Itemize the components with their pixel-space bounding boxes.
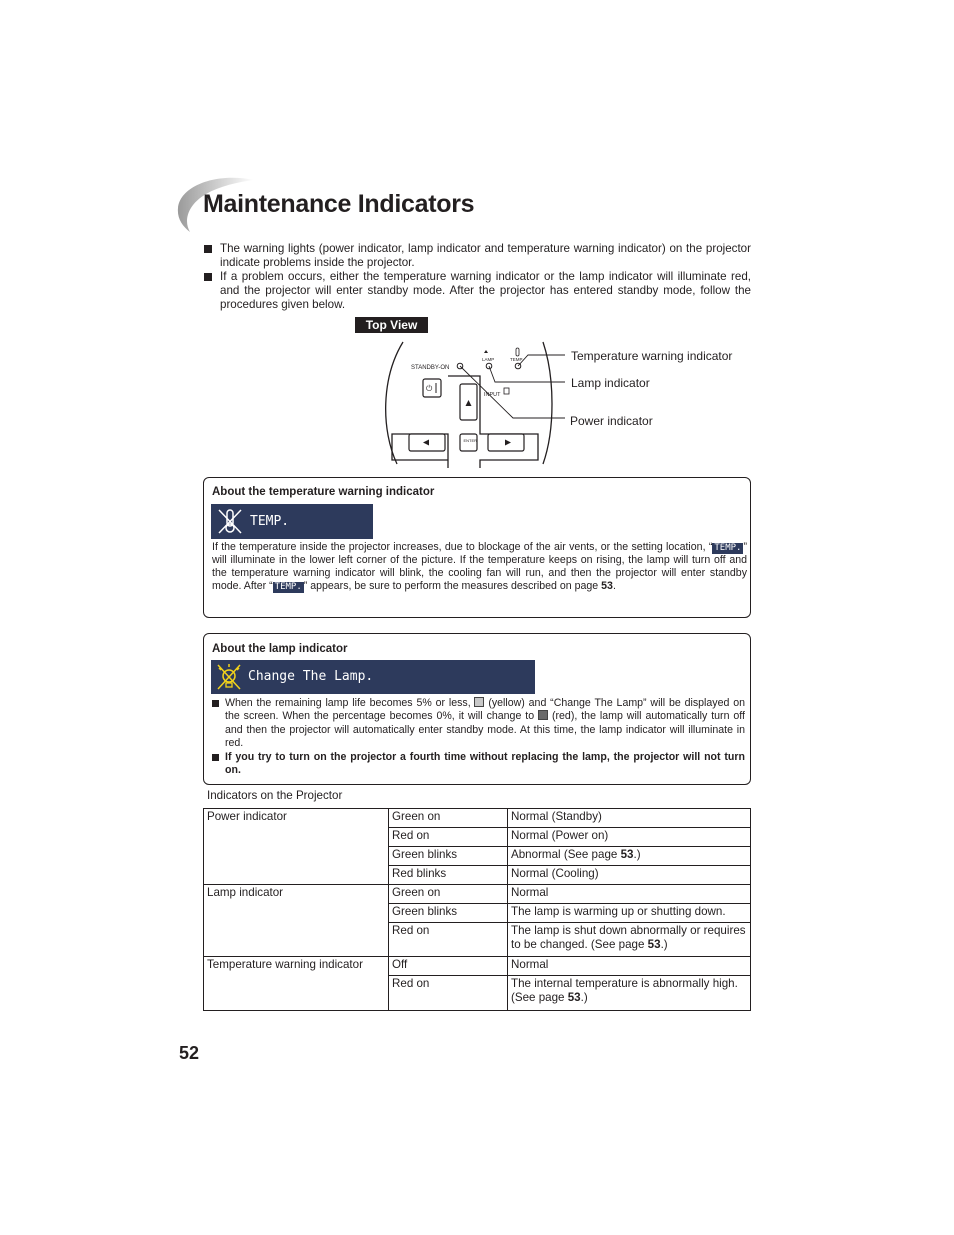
lamp-indicator-callout: Lamp indicator: [571, 376, 650, 390]
page-reference: 53: [567, 991, 581, 1004]
indicator-state: Red blinks: [389, 866, 508, 885]
indicator-meaning: Normal (Power on): [508, 828, 751, 847]
red-lamp-icon: [538, 710, 548, 720]
intro-bullets: [203, 242, 751, 312]
lamp-bullets: [212, 697, 745, 777]
temp-osd-text: TEMP.: [250, 514, 290, 529]
intro-bullet: The warning lights (power indicator, lamp indicator and temperature warning indicator) on the projector indicate problems inside the projector.: [203, 242, 751, 270]
lamp-bullet-warning: If you try to turn on the projector a fourth time without replacing the lamp, the projector will not turn on.: [212, 751, 745, 778]
table-row: [204, 809, 751, 828]
indicator-state: Red on: [389, 828, 508, 847]
temperature-info-box: [203, 477, 751, 618]
indicator-meaning: Normal (Standby): [508, 809, 751, 828]
lamp-box-title: About the lamp indicator: [212, 643, 348, 655]
lamp-osd-banner: [211, 660, 535, 694]
indicator-meaning: The internal temperature is abnormally high. (See page 53.): [508, 976, 751, 1011]
page-number: 52: [179, 1043, 200, 1063]
indicator-state: Green on: [389, 809, 508, 828]
indicator-state: Off: [389, 957, 508, 976]
indicator-meaning: Abnormal (See page 53.): [508, 847, 751, 866]
temp-chip: TEMP.: [714, 543, 742, 553]
indicator-state: Green blinks: [389, 847, 508, 866]
table-caption: Indicators on the Projector: [207, 789, 343, 802]
lamp-warning-icon: [216, 663, 242, 691]
standby-on-label: STANDBY-ON: [411, 365, 450, 371]
temperature-indicator-callout: Temperature warning indicator: [571, 349, 733, 363]
yellow-lamp-icon: [474, 697, 484, 707]
lamp-icon: [484, 350, 488, 353]
lamp-callout-line: [489, 366, 565, 382]
page-title: Maintenance Indicators: [203, 190, 475, 218]
temp-label: TEMP: [510, 357, 523, 362]
indicator-meaning: Normal: [508, 885, 751, 904]
indicator-meaning: Normal (Cooling): [508, 866, 751, 885]
temp-chip: TEMP.: [274, 582, 302, 592]
temperature-box-text: If the temperature inside the projector increases, due to blockage of the air vents, or the setting location, “ TEMP. ” will illuminate in the lower left corner of the picture. If the temperature keeps on rising, the lamp will turn off and the temperature warning indicator will blink, the cooling fan will run, and then the projector will enter standby mode. After “ TEMP. ” appears, be sure to perform the measures described on page 53.: [212, 541, 747, 592]
indicator-meaning: The lamp is warming up or shutting down.: [508, 904, 751, 923]
intro-bullet: If a problem occurs, either the temperature warning indicator or the lamp indicator will illuminate red, and the projector will enter standby mode. After the projector has entered standby mode, follow the procedures given below.: [203, 270, 751, 312]
lamp-bullet: When the remaining lamp life becomes 5% or less, (yellow) and “Change The Lamp” will be displayed on the screen. When the percentage becomes 0%, it will change to (red), the lamp will automatically turn off and then the projector will automatically enter standby mode. At this time, the lamp indicator will illuminate in red.: [212, 697, 745, 751]
indicator-name: Power indicator: [204, 809, 389, 885]
thermometer-icon: [516, 348, 519, 356]
indicator-meaning: The lamp is shut down abnormally or requires to be changed. (See page 53.): [508, 923, 751, 957]
input-label: INPUT: [484, 392, 501, 398]
indicator-state: Green on: [389, 885, 508, 904]
housing-left-curve: [386, 342, 403, 464]
page-reference: 53: [647, 938, 661, 951]
lamp-label: LAMP: [482, 357, 495, 362]
housing-right-curve: [543, 342, 552, 464]
temperature-box-title: About the temperature warning indicator: [212, 486, 435, 498]
top-view-label: Top View: [355, 317, 428, 333]
lamp-osd-text: Change The Lamp.: [248, 669, 374, 684]
power-indicator-callout: Power indicator: [570, 414, 653, 428]
svg-text:ENTER: ENTER: [463, 438, 478, 443]
indicator-meaning: Normal: [508, 957, 751, 976]
lamp-info-box: [203, 633, 751, 785]
temp-callout-line: [518, 355, 565, 366]
table-row: [204, 885, 751, 904]
indicator-name: Temperature warning indicator: [204, 957, 389, 1011]
indicator-state: Green blinks: [389, 904, 508, 923]
temp-osd-banner: [211, 504, 373, 539]
page-reference: 53: [620, 848, 634, 861]
indicator-name: Lamp indicator: [204, 885, 389, 957]
page-reference: 53: [601, 580, 613, 592]
table-row: [204, 957, 751, 976]
indicator-state: Red on: [389, 923, 508, 957]
svg-text:⏻: ⏻: [426, 384, 433, 393]
indicator-state: Red on: [389, 976, 508, 1011]
temperature-warning-icon: [217, 508, 243, 535]
indicators-table: [203, 808, 751, 1011]
